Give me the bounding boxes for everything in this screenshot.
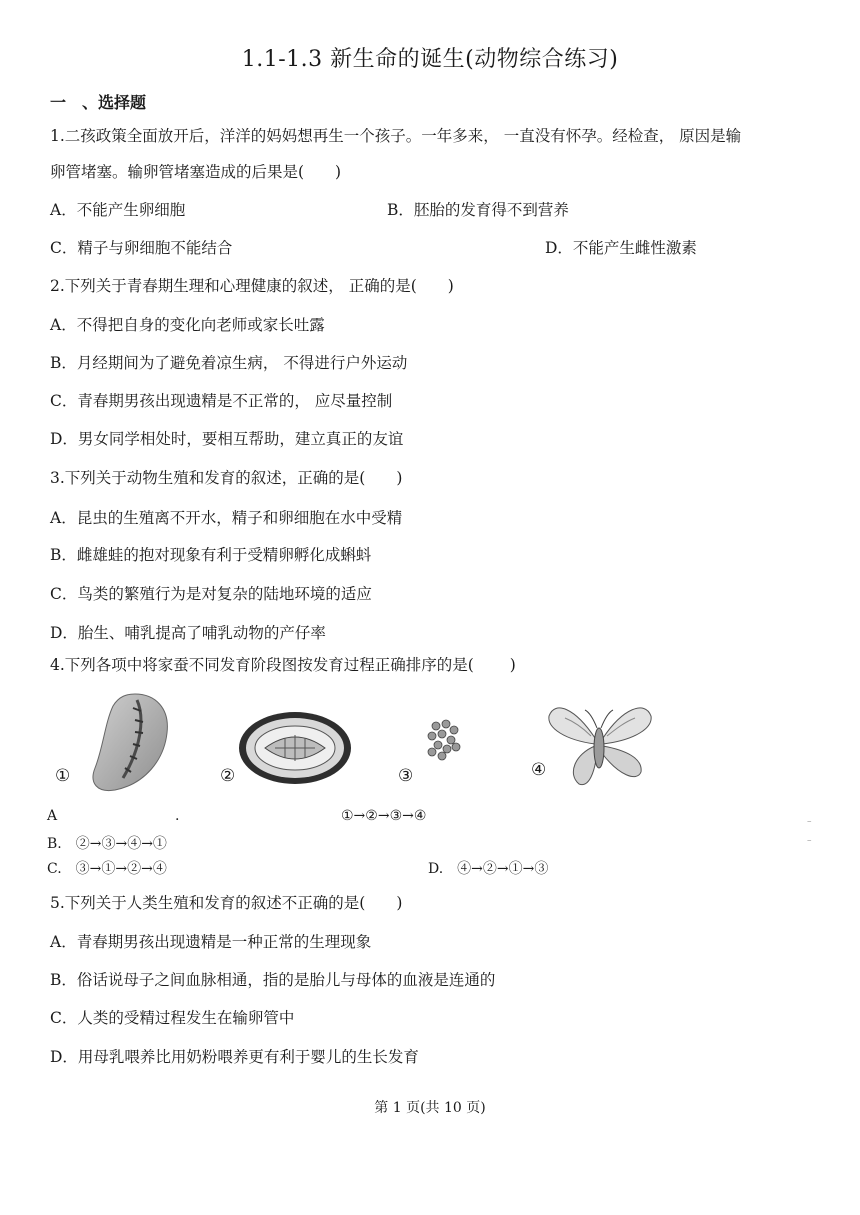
figure-label-2: ② [220, 766, 236, 786]
q2-stem: 2.下列关于青春期生理和心理健康的叙述， 正确的是( ) [50, 277, 454, 295]
margin-mark-2: – [807, 836, 812, 846]
silkworm-moth-image [545, 688, 655, 798]
q3-option-d: D．胎生、哺乳提高了哺乳动物的产仔率 [50, 624, 326, 642]
q4-option-a-label: A [47, 808, 58, 824]
silkworm-eggs-image [420, 716, 470, 764]
q5-option-b: B．俗话说母子之间血脉相通，指的是胎儿与母体的血液是连通的 [50, 971, 496, 989]
figure-label-1: ① [55, 766, 71, 786]
q3-option-b: B．雌雄蛙的抱对现象有利于受精卵孵化成蝌蚪 [50, 546, 372, 564]
silkworm-larva-image [75, 688, 185, 796]
q1-option-a: A．不能产生卵细胞 [50, 201, 186, 219]
q4-stem: 4.下列各项中将家蚕不同发育阶段图按发育过程正确排序的是( ) [50, 656, 516, 674]
q4-option-c: C. ③→①→②→④ [47, 861, 167, 877]
margin-mark-1: – [807, 817, 812, 827]
q1-stem-line1: 1.二孩政策全面放开后，洋洋的妈妈想再生一个孩子。一年多来， 一直没有怀孕。经检查， 原因是输 [50, 127, 742, 145]
q5-option-c: C．人类的受精过程发生在输卵管中 [50, 1009, 295, 1027]
q2-option-d: D．男女同学相处时，要相互帮助，建立真正的友谊 [50, 430, 404, 448]
q3-stem: 3.下列关于动物生殖和发育的叙述，正确的是( ) [50, 469, 403, 487]
q5-option-a: A．青春期男孩出现遗精是一种正常的生理现象 [50, 933, 372, 951]
q3-option-c: C．鸟类的繁殖行为是对复杂的陆地环境的适应 [50, 585, 372, 603]
q4-option-a-value: ①→②→③→④ [341, 808, 427, 824]
q4-option-d: D. ④→②→①→③ [428, 861, 549, 877]
q4-option-b: B. ②→③→④→① [47, 836, 167, 852]
q4-option-a-dot: . [175, 808, 180, 824]
q3-option-a: A．昆虫的生殖离不开水，精子和卵细胞在水中受精 [50, 509, 403, 527]
q1-option-c: C．精子与卵细胞不能结合 [50, 239, 233, 257]
q2-option-a: A．不得把自身的变化向老师或家长吐露 [50, 316, 325, 334]
q1-option-d: D．不能产生雌性激素 [545, 239, 697, 257]
figure-label-3: ③ [398, 766, 414, 786]
q5-stem: 5.下列关于人类生殖和发育的叙述不正确的是( ) [50, 894, 403, 912]
page-footer: 第 1 页(共 10 页) [374, 1100, 486, 1116]
q2-option-c: C．青春期男孩出现遗精是不正常的， 应尽量控制 [50, 392, 393, 410]
figure-label-4: ④ [531, 760, 547, 780]
page-title: 1.1-1.3 新生命的诞生(动物综合练习) [241, 47, 619, 72]
q1-option-b: B．胚胎的发育得不到营养 [387, 201, 569, 219]
silkworm-stages-figure [55, 688, 655, 800]
section-heading: 一 、选择题 [50, 93, 147, 112]
q5-option-d: D．用母乳喂养比用奶粉喂养更有利于婴儿的生长发育 [50, 1048, 419, 1066]
q1-stem-line2: 卵管堵塞。输卵管堵塞造成的后果是( ) [50, 163, 342, 181]
silkworm-cocoon-image [235, 708, 355, 788]
q2-option-b: B．月经期间为了避免着凉生病， 不得进行户外运动 [50, 354, 408, 372]
